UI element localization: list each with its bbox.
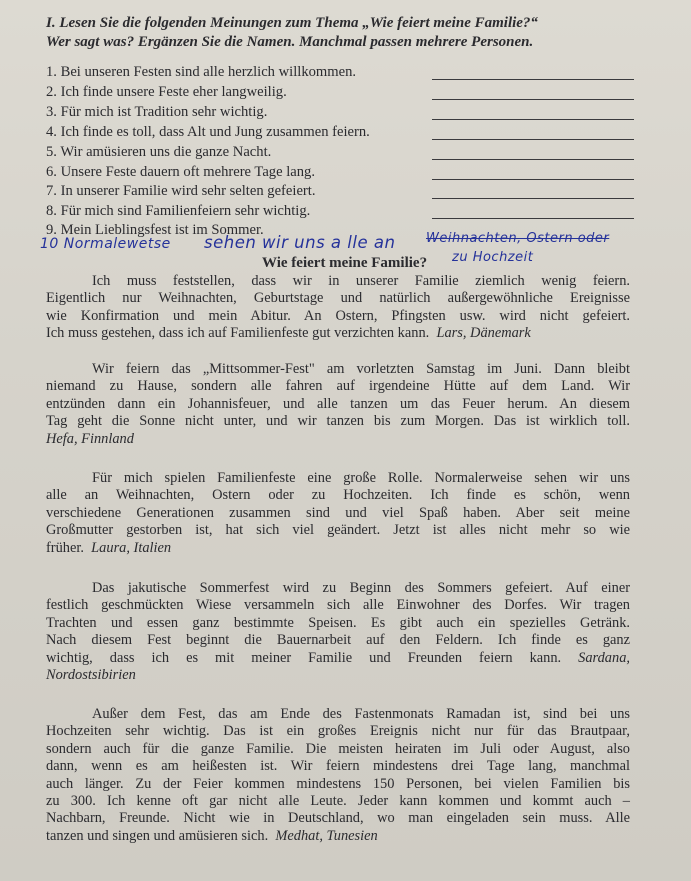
- handwritten-line-10-text: sehen wir uns a lle an: [204, 233, 396, 252]
- task-instruction: [46, 14, 676, 52]
- statement-6: 6. Unsere Feste dauern oft mehrere Tage lang.: [46, 164, 315, 180]
- answer-blank-6[interactable]: [432, 179, 634, 180]
- signature: Sardana,: [578, 649, 630, 666]
- signature: Laura, Italien: [91, 539, 172, 556]
- text-line: Außer dem Fest, das am Ende des Fastenmonats Ramadan ist, sind bei uns: [92, 706, 630, 722]
- text-title: Wie feiert meine Familie?: [262, 255, 428, 271]
- text-line: Nach diesem Fest beginnt die Bauernarbeit auf den Feldern. Ich finde es ganz: [46, 632, 630, 649]
- text-line: Für mich spielen Familienfeste eine große Rolle. Normalerweise sehen wir uns: [92, 470, 630, 486]
- answer-blank-5[interactable]: [432, 159, 634, 160]
- text-line: festlich geschmückten Wiese versammeln sich alle Einwohner des Dorfes. Wir tragen: [46, 597, 630, 614]
- answer-blank-1[interactable]: [432, 79, 634, 80]
- paragraph-sardana: [46, 580, 630, 684]
- text-line: alle an Weihnachten, Ostern oder zu Hochzeiten. Ich finde es schön, wenn: [46, 487, 630, 504]
- text-line: Ich muss gestehen, dass ich auf Familienfeste gut verzichten kann.: [46, 325, 430, 342]
- handwritten-line-10-number: 10 Normalewetse: [40, 236, 171, 252]
- statement-9: 9. Mein Lieblingsfest ist im Sommer.: [46, 222, 264, 238]
- statement-2: 2. Ich finde unsere Feste eher langweilig.: [46, 84, 287, 100]
- task-line-2: Wer sagt was? Ergänzen Sie die Namen. Manchmal passen mehrere Personen.: [46, 34, 534, 50]
- text-line: wichtig, dass ich es mit meiner Familie und Freunden feiern kann.: [46, 649, 562, 666]
- handwritten-continuation: zu Hochzeit: [452, 250, 534, 265]
- text-line: Trachten und essen ganz bestimmte Speisen. Es gibt auch ein spezielles Getränk.: [46, 614, 630, 631]
- text-line: Wir feiern das „Mittsommer-Fest" am vorletzten Samstag im Juni. Dann bleibt: [92, 361, 630, 377]
- statement-7: 7. In unserer Familie wird sehr selten gefeiert.: [46, 183, 316, 199]
- task-line-1: I. Lesen Sie die folgenden Meinungen zum Thema „Wie feiert meine Familie?“: [46, 15, 538, 31]
- paragraph-laura: [46, 470, 630, 557]
- text-line: tanzen und singen und amüsieren sich.: [46, 827, 269, 844]
- text-line-last: [46, 325, 630, 342]
- paragraph-medhat: [46, 706, 630, 845]
- signature: Hefa, Finnland: [46, 430, 134, 447]
- text-line: niemand zu Hause, sondern alle fahren auf irgendeine Hütte auf dem Land. Wir: [46, 378, 630, 395]
- handwritten-struck-text: Weihnachten, Ostern oder: [426, 231, 610, 246]
- answer-blank-2[interactable]: [432, 99, 634, 100]
- text-line: Hochzeiten sehr wichtig. Das ist ein großes Ereignis nicht nur für das Brautpaar,: [46, 723, 630, 740]
- answer-blank-7[interactable]: [432, 198, 634, 199]
- signature-region: Nordostsibirien: [46, 667, 136, 684]
- text-line: Eigentlich nur Weihnachten, Geburtstage und natürlich außergewöhnliche Ereignisse: [46, 290, 630, 307]
- paragraph-hefa: [46, 361, 630, 448]
- statement-3: 3. Für mich ist Tradition sehr wichtig.: [46, 104, 268, 120]
- text-line-last: [46, 540, 630, 557]
- answer-blank-3[interactable]: [432, 119, 634, 120]
- text-line: wie Konfirmation und mein Abitur. An Ostern, Pfingsten usw. wird nicht gefeiert.: [46, 307, 630, 324]
- statement-8: 8. Für mich sind Familienfeiern sehr wichtig.: [46, 203, 311, 219]
- text-line: Tag geht die Sonne nicht unter, und wir tanzen bis zum Morgen. Das ist wirklich toll.: [46, 413, 630, 430]
- text-line: entzünden dann ein Johannisfeuer, und alle tanzen um das Feuer herum. An diesem: [46, 395, 630, 412]
- text-line: auch länger. Zu der Feier kommen mindestens 150 Personen, bei vielen Familien bis: [46, 775, 630, 792]
- statement-5: 5. Wir amüsieren uns die ganze Nacht.: [46, 144, 272, 160]
- text-line: sondern auch für die ganze Familie. Die meisten heiraten im Juli oder August, also: [46, 740, 630, 757]
- text-line: Nachbarn, Freunde. Nicht wie in Deutschland, wo man eingeladen sein muss. Alle: [46, 810, 630, 827]
- paragraph-lars: [46, 273, 630, 343]
- statement-1: 1. Bei unseren Festen sind alle herzlich willkommen.: [46, 64, 357, 80]
- text-line: dann, wenn es am heißesten ist. Wir feiern mindestens drei Tage lang, manchmal: [46, 758, 630, 775]
- text-line: verschiedene Generationen zusammen sind und viel Spaß haben. Aber seit meine: [46, 504, 630, 521]
- text-line-with-signature: [46, 650, 630, 667]
- text-line: zu 300. Ich kenne oft gar nicht alle Leute. Jeder kann kommen und kommt auch –: [46, 793, 630, 810]
- text-line: früher.: [46, 539, 84, 556]
- text-line: Großmutter gestorben ist, hat sich viel geändert. Jetzt ist alles nicht mehr so wie: [46, 522, 630, 539]
- answer-blank-4[interactable]: [432, 139, 634, 140]
- signature: Medhat, Tunesien: [275, 827, 378, 844]
- text-line-last: [46, 828, 630, 845]
- statement-4: 4. Ich finde es toll, dass Alt und Jung zusammen feiern.: [46, 124, 370, 140]
- text-line: Ich muss feststellen, dass wir in unserer Familie ziemlich wenig feiern.: [92, 273, 630, 289]
- signature: Lars, Dänemark: [436, 325, 531, 342]
- answer-blank-8[interactable]: [432, 218, 634, 219]
- text-line: Das jakutische Sommerfest wird zu Beginn des Sommers gefeiert. Auf einer: [92, 580, 630, 596]
